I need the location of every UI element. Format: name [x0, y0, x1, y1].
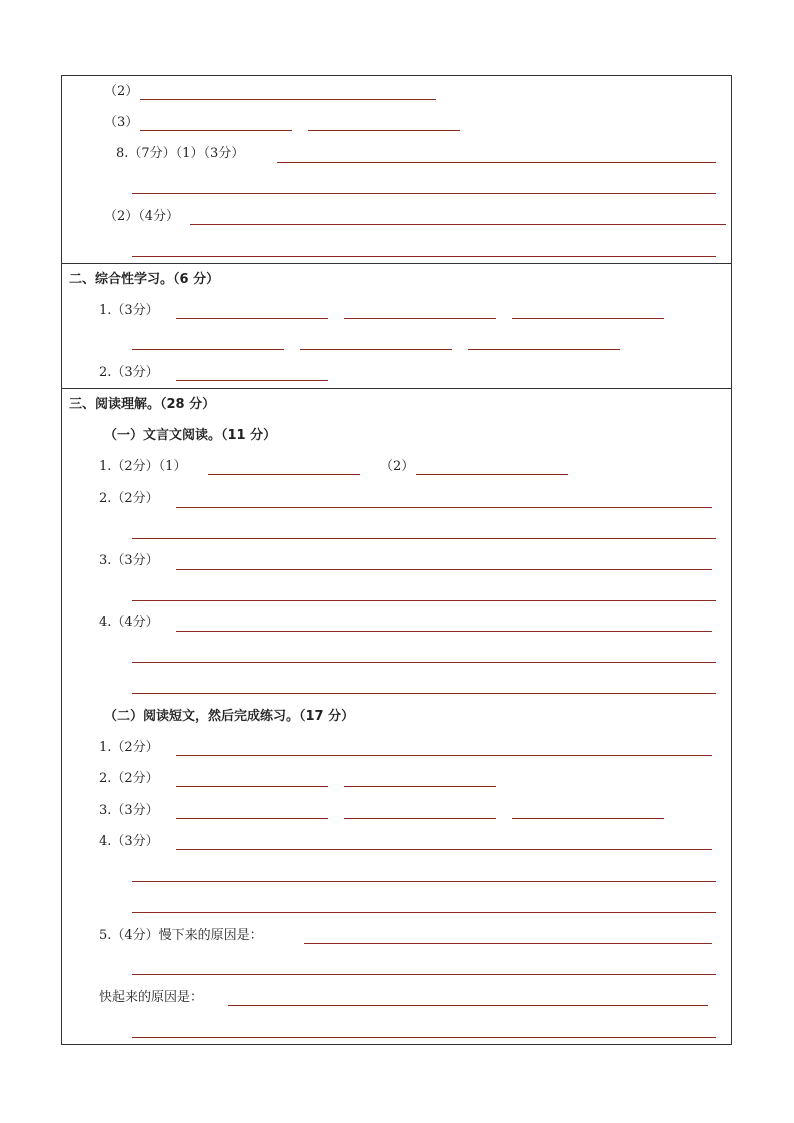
s3b-q2-label: 2.（2分）: [99, 771, 159, 786]
answer-line[interactable]: [132, 881, 716, 882]
s3b-q5-label: 5.（4分）慢下来的原因是：: [99, 928, 263, 943]
answer-line[interactable]: [132, 1037, 716, 1038]
answer-line[interactable]: [176, 818, 328, 819]
section3-title: 三、阅读理解。（28 分）: [69, 397, 216, 412]
answer-line[interactable]: [277, 162, 716, 163]
answer-line[interactable]: [208, 474, 360, 475]
s3a-q1-label: 1.（2分）（1）: [99, 459, 187, 474]
s3b-q1-label: 1.（2分）: [99, 740, 159, 755]
answer-line[interactable]: [308, 130, 460, 131]
answer-line[interactable]: [176, 380, 328, 381]
section3-sub1-title: （一）文言文阅读。（11 分）: [104, 428, 277, 443]
answer-line[interactable]: [416, 474, 568, 475]
answer-line[interactable]: [176, 318, 328, 319]
answer-line[interactable]: [132, 662, 716, 663]
s3a-q2-label: 2.（2分）: [99, 491, 159, 506]
q7-3-label: （3）: [104, 115, 139, 130]
s3b-q3-label: 3.（3分）: [99, 803, 159, 818]
q7-2-label: （2）: [104, 84, 139, 99]
answer-line[interactable]: [176, 849, 712, 850]
s3a-q1-2-label: （2）: [380, 459, 415, 474]
answer-line[interactable]: [176, 786, 328, 787]
answer-line[interactable]: [176, 755, 712, 756]
section2-title: 二、综合性学习。（6 分）: [69, 272, 220, 287]
q8-2-label: （2）（4分）: [104, 209, 180, 224]
answer-line[interactable]: [132, 538, 716, 539]
answer-line[interactable]: [176, 569, 712, 570]
answer-line[interactable]: [132, 912, 716, 913]
answer-line[interactable]: [512, 818, 664, 819]
s3a-q4-label: 4.（4分）: [99, 615, 159, 630]
answer-line[interactable]: [132, 600, 716, 601]
s2-q1-label: 1.（3分）: [99, 303, 159, 318]
answer-line[interactable]: [304, 943, 712, 944]
section-divider: [61, 388, 732, 389]
answer-line[interactable]: [176, 631, 712, 632]
s2-q2-label: 2.（3分）: [99, 365, 159, 380]
answer-line[interactable]: [176, 507, 712, 508]
answer-line[interactable]: [344, 818, 496, 819]
s3b-q5b-label: 快起来的原因是：: [99, 990, 204, 1005]
answer-line[interactable]: [132, 193, 716, 194]
answer-line[interactable]: [132, 974, 716, 975]
answer-line[interactable]: [344, 318, 496, 319]
s3b-q4-label: 4.（3分）: [99, 834, 159, 849]
s3a-q3-label: 3.（3分）: [99, 553, 159, 568]
answer-line[interactable]: [132, 256, 716, 257]
q8-label: 8.（7分）（1）（3分）: [116, 146, 245, 161]
answer-line[interactable]: [468, 349, 620, 350]
answer-line[interactable]: [190, 224, 726, 225]
section3-sub2-title: （二）阅读短文，然后完成练习。（17 分）: [104, 709, 355, 724]
answer-line[interactable]: [140, 130, 292, 131]
answer-line[interactable]: [228, 1005, 708, 1006]
answer-line[interactable]: [140, 99, 436, 100]
section-divider: [61, 263, 732, 264]
answer-line[interactable]: [512, 318, 664, 319]
answer-line[interactable]: [300, 349, 452, 350]
answer-line[interactable]: [132, 349, 284, 350]
answer-line[interactable]: [344, 786, 496, 787]
answer-line[interactable]: [132, 693, 716, 694]
